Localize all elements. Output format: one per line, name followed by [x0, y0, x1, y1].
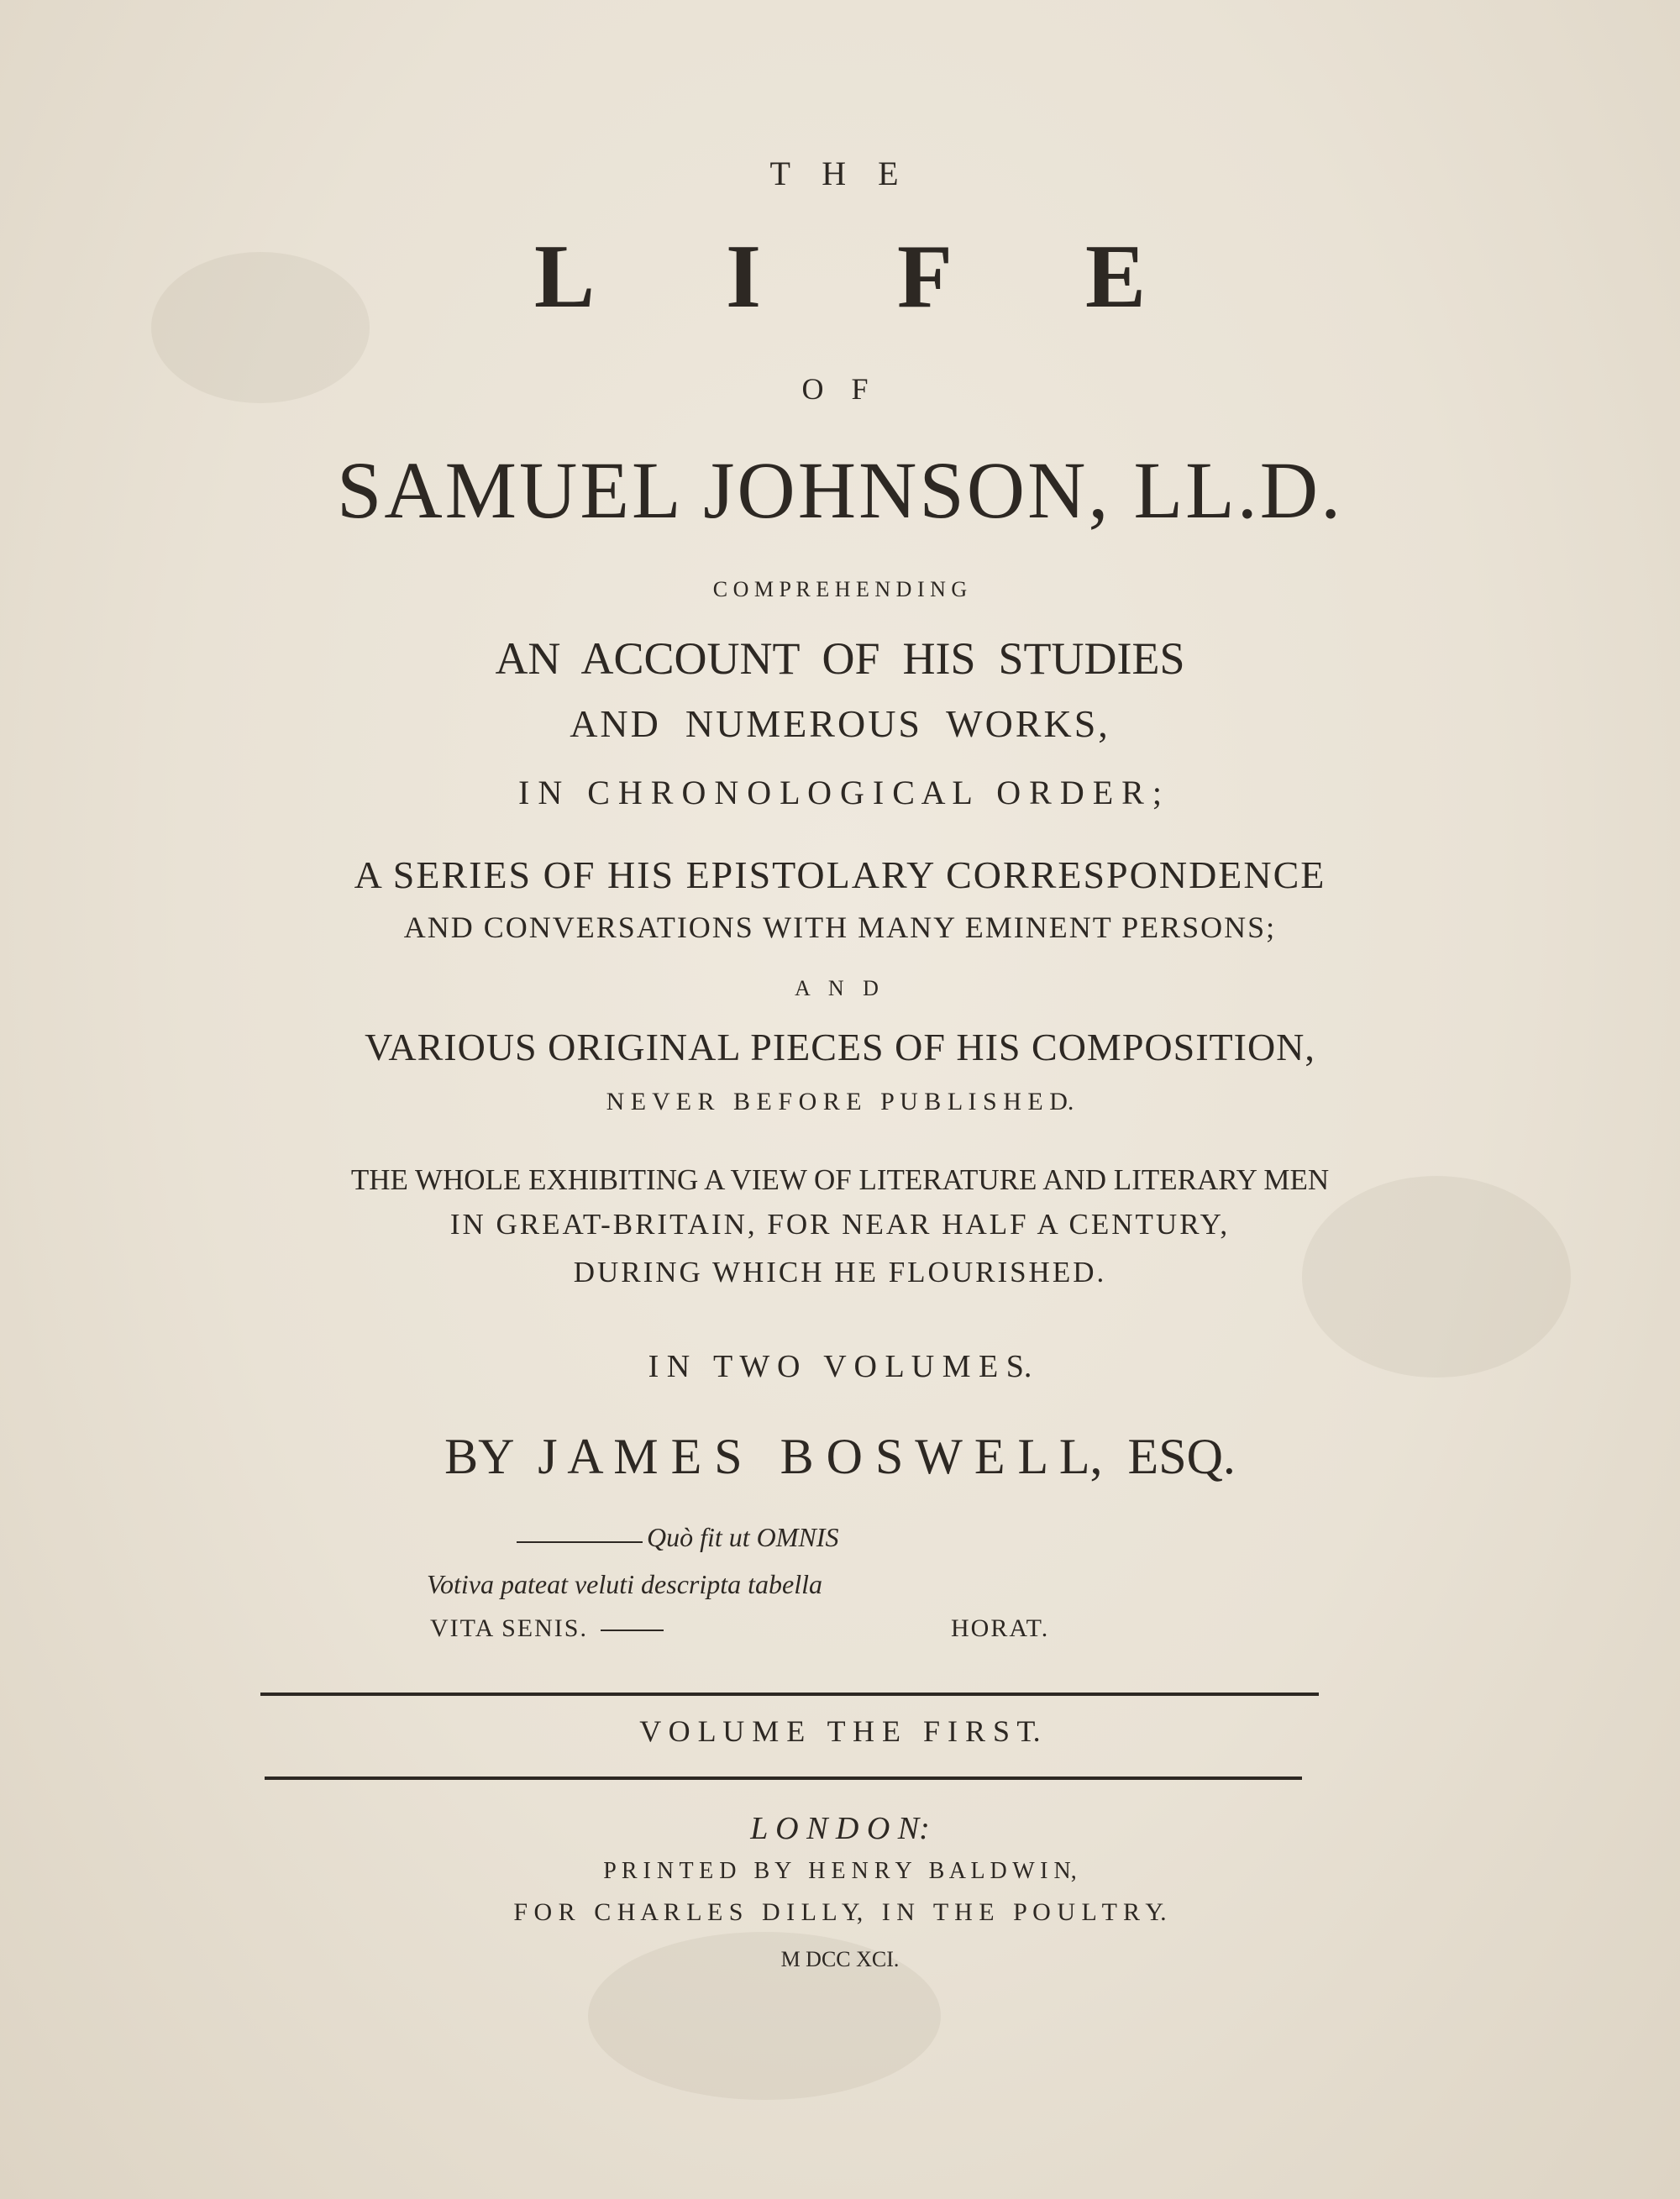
motto-attribution: HORAT.: [951, 1614, 1050, 1642]
imprint-printer: P R I N T E D B Y H E N R Y B A L D W I N,: [603, 1858, 1077, 1884]
rule-top: [260, 1693, 1319, 1696]
whole-line-1: THE WHOLE EXHIBITING A VIEW OF LITERATURE AND LITERARY MEN: [350, 1163, 1330, 1196]
account-line-2: AND NUMEROUS WORKS,: [570, 702, 1110, 745]
motto-dash-1: [517, 1541, 643, 1543]
whole-line-2: IN GREAT-BRITAIN, FOR NEAR HALF A CENTURY,: [449, 1208, 1231, 1241]
motto-line-3: VITA SENIS.: [430, 1614, 588, 1642]
account-line-1: AN ACCOUNT OF HIS STUDIES: [495, 633, 1185, 684]
heading-the: T H E: [769, 155, 911, 192]
series-line-2: AND CONVERSATIONS WITH MANY EMINENT PERSONS;: [403, 911, 1277, 944]
imprint-publisher: F O R C H A R L E S D I L L Y, I N T H E P O U L T R Y.: [513, 1898, 1167, 1926]
comprehending-label: C O M P R E H E N D I N G: [712, 577, 968, 601]
series-line-1: A SERIES OF HIS EPISTOLARY CORRESPONDENCE: [354, 853, 1326, 896]
rule-bottom: [265, 1777, 1302, 1780]
heading-life: L I F E: [533, 227, 1147, 327]
various-line-1: VARIOUS ORIGINAL PIECES OF HIS COMPOSITION,: [365, 1026, 1315, 1068]
heading-of: O F: [801, 372, 879, 406]
author-line: BY J A M E S B O S W E L L, ESQ.: [444, 1429, 1236, 1484]
subject-name: SAMUEL JOHNSON, LL.D.: [336, 445, 1344, 535]
motto-line-2: Votiva pateat veluti descripta tabella: [427, 1569, 823, 1599]
imprint-year: M DCC XCI.: [780, 1947, 900, 1971]
volume-first: V O L U M E T H E F I R S T.: [639, 1714, 1041, 1748]
two-volumes-line: I N T W O V O L U M E S.: [648, 1349, 1032, 1384]
whole-line-3: DURING WHICH HE FLOURISHED.: [573, 1256, 1107, 1288]
various-line-2: N E V E R B E F O R E P U B L I S H E D.: [606, 1088, 1074, 1115]
and-label: A N D: [795, 976, 885, 1000]
imprint-city: L O N D O N:: [750, 1811, 930, 1846]
chronological-line: I N C H R O N O L O G I C A L O R D E R ;: [518, 774, 1162, 811]
motto-dash-2: [601, 1630, 664, 1631]
motto-line-1: Quò fit ut OMNIS: [647, 1522, 839, 1552]
